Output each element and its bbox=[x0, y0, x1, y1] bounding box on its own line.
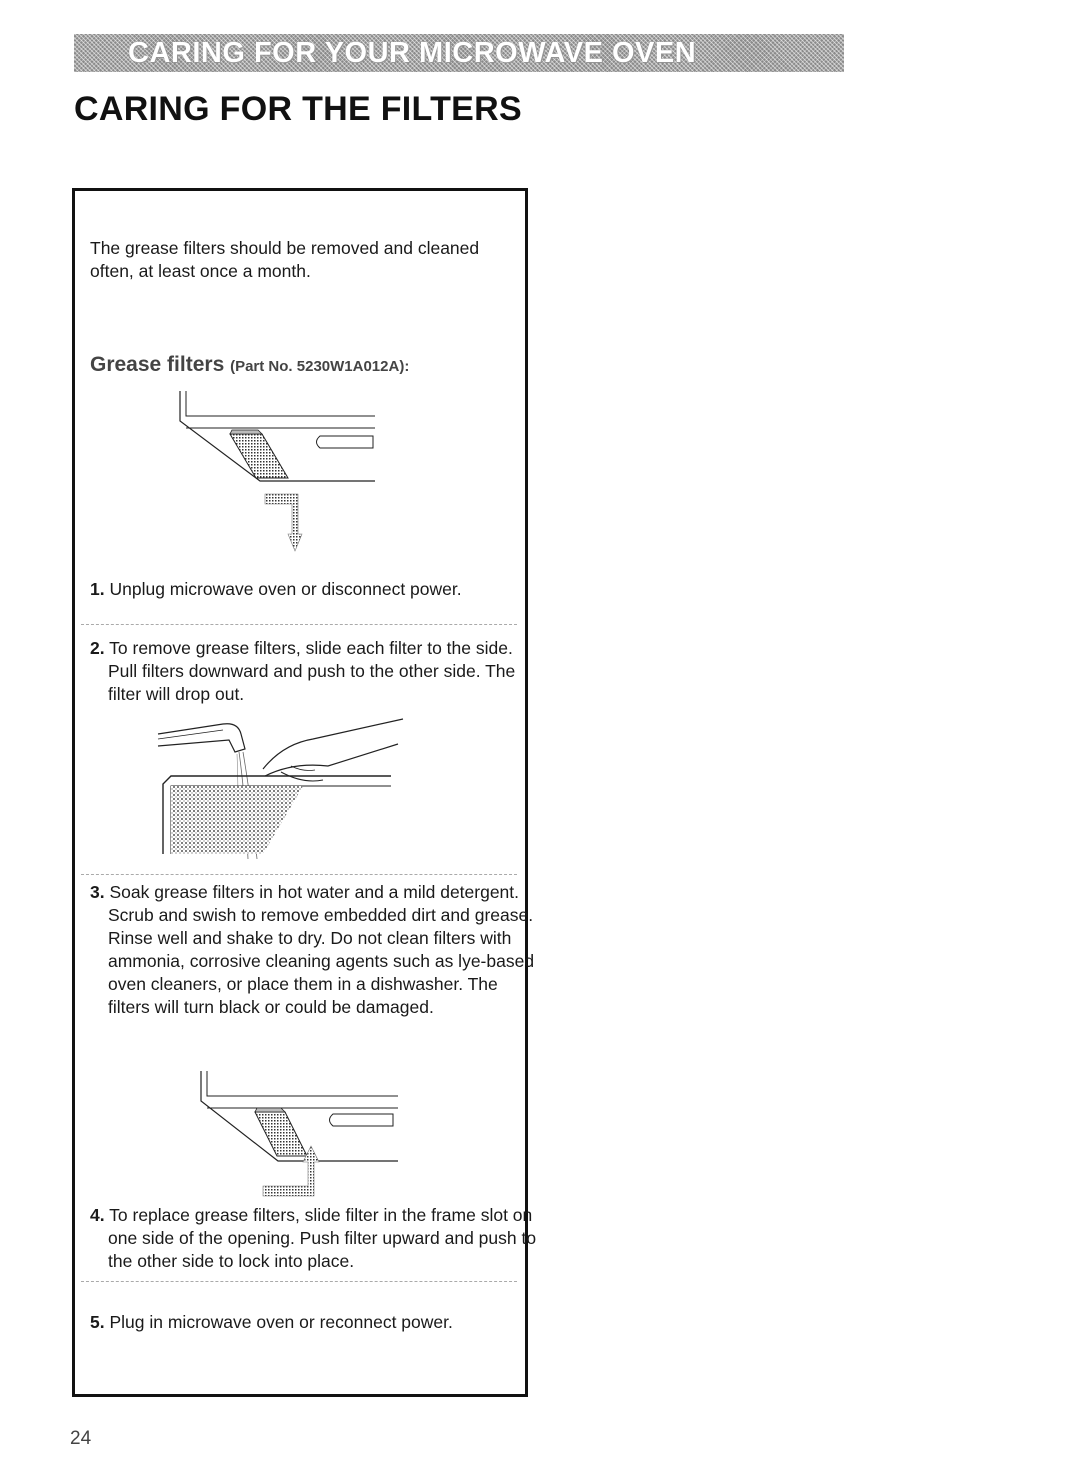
step-divider bbox=[81, 874, 517, 875]
step-text: Unplug microwave oven or disconnect power. bbox=[109, 579, 462, 599]
step-text: Soak grease filters in hot water and a mild detergent. Scrub and swish to remove embedded dirt and grease. Rinse well and shake to dry. Do not clean filters with ammonia, corrosive cleaning agents such as lye-based oven cleaners, or place them in a dishwasher. The filters will turn black or could be damaged. bbox=[108, 882, 535, 1017]
step-number: 5. bbox=[90, 1312, 105, 1332]
filter-replacement-illustration bbox=[193, 1066, 413, 1206]
page-number: 24 bbox=[70, 1428, 92, 1449]
step-2 bbox=[90, 637, 538, 706]
page-title: CARING FOR THE FILTERS bbox=[74, 90, 522, 128]
section-banner bbox=[74, 34, 844, 72]
step-1 bbox=[90, 578, 538, 601]
filter-removal-illustration bbox=[170, 386, 390, 556]
step-5 bbox=[90, 1311, 538, 1334]
instruction-box bbox=[72, 188, 537, 1397]
step-divider bbox=[81, 624, 517, 625]
step-4 bbox=[90, 1204, 538, 1273]
intro-text: The grease filters should be removed and cleaned often, at least once a month. bbox=[90, 238, 480, 281]
part-number: (Part No. 5230W1A012A): bbox=[230, 358, 410, 375]
grease-filters-heading bbox=[90, 353, 409, 377]
step-number: 3. bbox=[90, 882, 105, 902]
step-number: 1. bbox=[90, 579, 105, 599]
banner-text: CARING FOR YOUR MICROWAVE OVEN bbox=[128, 37, 697, 69]
step-divider bbox=[81, 1281, 517, 1282]
grease-filters-title: Grease filters bbox=[90, 353, 225, 376]
filter-washing-illustration bbox=[153, 714, 413, 864]
step-text: To remove grease filters, slide each filter to the side. Pull filters downward and push to the other side. The filter will drop out. bbox=[108, 638, 516, 704]
step-3 bbox=[90, 881, 538, 1019]
step-number: 2. bbox=[90, 638, 105, 658]
step-text: Plug in microwave oven or reconnect power. bbox=[109, 1312, 453, 1332]
step-number: 4. bbox=[90, 1205, 105, 1225]
step-text: To replace grease filters, slide filter in the frame slot on one side of the opening. Push filter upward and push to the other side to lock into place. bbox=[108, 1205, 537, 1271]
